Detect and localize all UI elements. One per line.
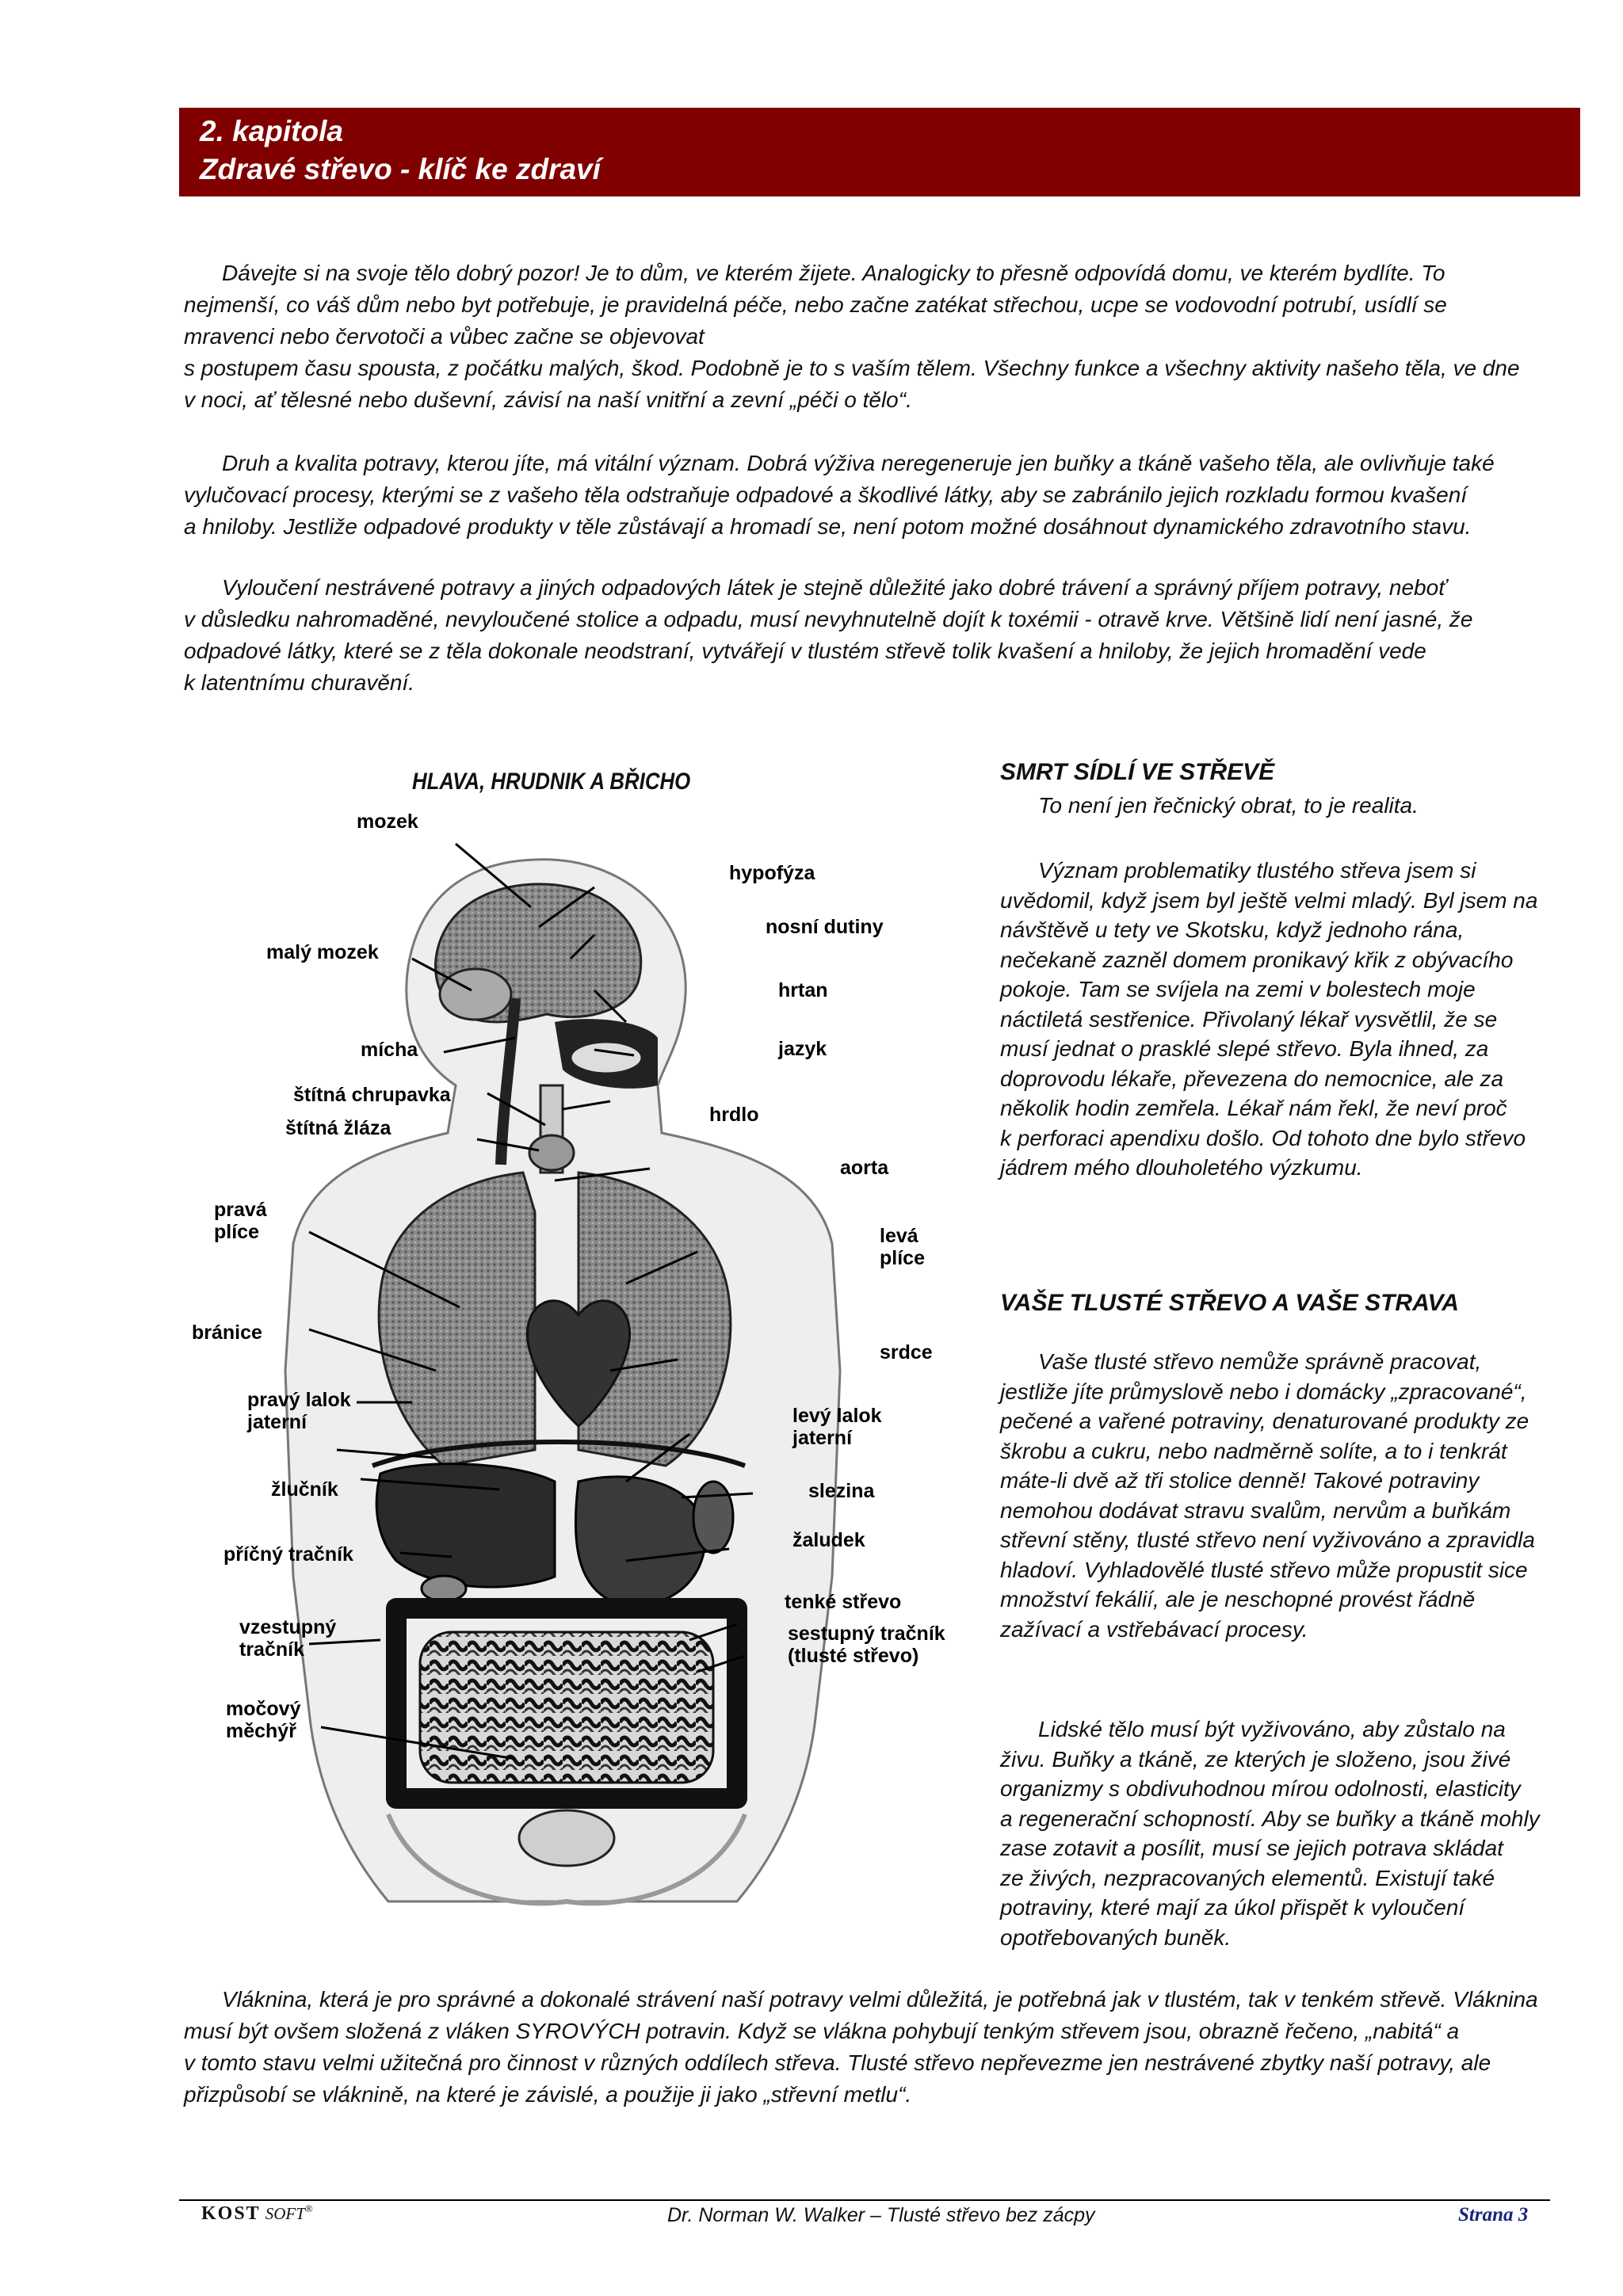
label-mozek: mozek <box>357 810 418 833</box>
footer-divider <box>179 2199 1550 2201</box>
label-nosni-dutiny: nosní dutiny <box>766 916 884 938</box>
text-line: několik hodin zemřela. Lékař nám řekl, že neví proč <box>1000 1096 1507 1120</box>
figure-title: HLAVA, HRUDNIK A BŘICHO <box>412 769 691 795</box>
label-hrdlo: hrdlo <box>709 1104 759 1126</box>
text-line: Vaše tlusté střevo nemůže správně pracovat, <box>1038 1349 1482 1374</box>
logo-registered: ® <box>304 2203 313 2214</box>
text-line: Dávejte si na svoje tělo dobrý pozor! Je to dům, ve kterém žijete. Analogicky to přesně odpovídá domu, ve kterém bydlíte. To <box>222 261 1445 285</box>
intro-paragraph-3 <box>184 572 1563 699</box>
logo-sub: SOFT <box>265 2204 305 2223</box>
text-line: opotřebovaných buněk. <box>1000 1924 1232 1950</box>
thyroid <box>529 1135 574 1170</box>
text-line: hladoví. Vyhladovělé tlusté střevo může propustit sice <box>1000 1557 1528 1582</box>
story-paragraph <box>1000 856 1577 1183</box>
label-mocovy-mechyr: měchýř <box>226 1720 296 1742</box>
label-sestupny-tracnik: (tlusté střevo) <box>788 1645 919 1667</box>
text-line: návštěvě u tety ve Skotsku, když jednoho rána, <box>1000 917 1465 942</box>
text-line: Lidské tělo musí být vyživováno, aby zůstalo na <box>1038 1717 1506 1741</box>
label-prava-plice: plíce <box>214 1221 259 1243</box>
label-levy-lalok: levý lalok <box>792 1405 882 1427</box>
label-slezina: slezina <box>808 1480 875 1502</box>
label-mocovy-mechyr: močový <box>226 1698 301 1720</box>
text-line: vylučovací procesy, kterými se z vašeho těla odstraňuje odpadové a škodlivé látky, aby se zabránilo jejich rozkladu formou kvašení <box>184 482 1468 507</box>
label-sestupny-tracnik: sestupný tračník <box>788 1623 945 1645</box>
label-stitna-zlaza: štítná žláza <box>285 1117 391 1139</box>
label-maly-mozek: malý mozek <box>266 941 379 963</box>
text-line: množství fekálií, ale je neschopné provést řádně <box>1000 1587 1476 1611</box>
text-line: zažívací a vstřebávací procesy. <box>1000 1616 1308 1642</box>
text-line: pokoje. Tam se svíjela na zemi v bolestech moje <box>1000 977 1476 1001</box>
text-line: organizmy s obdivuhodnou mírou odolnosti, elasticity <box>1000 1776 1521 1801</box>
text-line: přizpůsobí se vláknině, na které je závislé, a použije ji jako „střevní metlu“. <box>184 2082 912 2107</box>
label-hrtan: hrtan <box>778 979 828 1001</box>
label-branice: bránice <box>192 1322 262 1344</box>
text-line: odpadové látky, které se z těla dokonale neodstraní, vytvářejí v tlustém střevě tolik kvašení a hniloby, že jejich hromadění vede <box>184 639 1426 663</box>
label-zlucnik: žlučník <box>271 1478 338 1501</box>
text-line: To není jen řečnický obrat, to je realita. <box>1038 793 1419 818</box>
label-aorta: aorta <box>840 1157 889 1179</box>
publisher-logo <box>201 2203 313 2225</box>
text-line: k latentnímu churavění. <box>184 670 415 695</box>
page-number: Strana 3 <box>1458 2204 1529 2225</box>
section-heading: VAŠE TLUSTÉ STŘEVO A VAŠE STRAVA <box>1000 1290 1459 1316</box>
text-line: k perforaci apendixu došlo. Od tohoto dne bylo střevo <box>1000 1125 1526 1150</box>
label-pricny-tracnik: příčný tračník <box>223 1543 353 1566</box>
text-line: Vyloučení nestrávené potravy a jiných odpadových látek je stejně důležité jako dobré trávení a správný příjem potravy, neboť <box>222 575 1447 600</box>
text-line: mravenci nebo červotoči a vůbec začne se objevovat <box>184 324 705 349</box>
cerebellum <box>440 969 511 1020</box>
text-line: nečekaně zazněl domem pronikavý křik z obývacího <box>1000 947 1514 972</box>
text-line: musí být ovšem složená z vláken SYROVÝCH potravin. Když se vlákna pohybují tenkým střevem jsou, obrazně řečeno, „nabitá“ a <box>184 2019 1460 2043</box>
text-line: střevní stěny, tlusté střevo není vyživováno a zpravidla <box>1000 1527 1535 1552</box>
section-heading: SMRT SÍDLÍ VE STŘEVĚ <box>1000 759 1275 785</box>
label-prava-plice: pravá <box>214 1199 267 1221</box>
stomach <box>575 1477 705 1605</box>
text-line: Význam problematiky tlustého střeva jsem si <box>1038 858 1476 883</box>
label-tenke-strevo: tenké střevo <box>785 1591 902 1613</box>
text-line: ze živých, nezpracovaných elementů. Existují také <box>1000 1865 1495 1890</box>
text-line: doprovodu lékaře, převezena do nemocnice, ale za <box>1000 1066 1504 1091</box>
label-vzestupny-tracnik: tračník <box>239 1638 304 1661</box>
bladder <box>519 1810 614 1866</box>
label-zaludek: žaludek <box>792 1529 865 1551</box>
chapter-number: 2. kapitola <box>200 115 343 147</box>
chapter-banner <box>179 108 1580 196</box>
text-line: a regenerační schopností. Aby se buňky a tkáně mohly <box>1000 1806 1540 1831</box>
text-line: uvědomil, když jsem byl ještě velmi mladý. Byl jsem na <box>1000 887 1538 913</box>
label-vzestupny-tracnik: vzestupný <box>239 1616 337 1638</box>
text-line: v tomto stavu velmi užitečná pro činnost v různých oddílech střeva. Tlusté střevo nepřevezme jen nestrávené zbytky naší potravy, ale <box>184 2050 1491 2075</box>
spleen <box>693 1482 733 1553</box>
section-lead <box>1038 791 1615 821</box>
text-line: musí jednat o prasklé slepé střevo. Byla ihned, za <box>1000 1036 1489 1061</box>
logo-main: KOST <box>201 2203 261 2224</box>
tongue <box>571 1042 642 1074</box>
label-leva-plice: plíce <box>880 1247 925 1269</box>
text-line: pečené a vařené potraviny, denaturované produkty ze <box>1000 1409 1529 1433</box>
nutrition-paragraph <box>1000 1714 1577 1952</box>
text-line: jestliže jíte průmyslově nebo i domácky „zpracované“, <box>1000 1379 1527 1404</box>
chapter-title: Zdravé střevo - klíč ke zdraví <box>200 153 601 185</box>
text-line: živu. Buňky a tkáně, ze kterých je složeno, jsou živé <box>1000 1746 1511 1772</box>
diet-paragraph <box>1000 1347 1577 1644</box>
intro-paragraph-2 <box>184 448 1563 543</box>
anatomy-illustration <box>182 800 975 1957</box>
text-line: škrobu a cukru, nebo nadměrně solíte, a to i tenkrát <box>1000 1438 1507 1463</box>
label-hypofyza: hypofýza <box>729 862 815 884</box>
text-line: náctiletá sestřenice. Přivolaný lékař vysvětlil, že se <box>1000 1006 1498 1032</box>
label-pravy-lalok: jaterní <box>247 1411 307 1433</box>
text-line: nemohou dodávat stravu svalům, nervům a buňkám <box>1000 1497 1511 1523</box>
label-srdce: srdce <box>880 1341 933 1363</box>
label-pravy-lalok: pravý lalok <box>247 1389 351 1411</box>
text-line: jádrem mého dlouholetého výzkumu. <box>1000 1155 1363 1180</box>
label-jazyk: jazyk <box>778 1038 827 1060</box>
text-line: v noci, ať tělesné nebo duševní, závisí na naší vnitřní a zevní „péči o tělo“. <box>184 387 912 412</box>
small-intestine <box>420 1632 713 1783</box>
label-leva-plice: levá <box>880 1225 918 1247</box>
text-line: máte-li dvě až tři stolice denně! Takové potraviny <box>1000 1468 1480 1493</box>
label-stitna-chrupavka: štítná chrupavka <box>293 1084 451 1106</box>
text-line: Druh a kvalita potravy, kterou jíte, má vitální význam. Dobrá výživa neregeneruje jen buňky a tkáně vašeho těla, ale ovlivňuje také <box>222 451 1495 475</box>
label-micha: mícha <box>361 1039 418 1061</box>
text-line: v důsledku nahromaděné, nevyloučené stolice a odpadu, musí nevyhnutelně dojít k toxémii - otravě krve. Většině lidí není jasné, že <box>184 607 1473 631</box>
text-line: nejmenší, co váš dům nebo byt potřebuje, je pravidelná péče, nebo začne zatékat střechou, ucpe se vodovodní potrubí, usídlí se <box>184 292 1447 317</box>
intro-paragraph-1 <box>184 257 1563 416</box>
text-line: a hniloby. Jestliže odpadové produkty v těle zůstávají a hromadí se, není potom možné dosáhnout dynamického zdravotního stavu. <box>184 514 1472 539</box>
text-line: potraviny, které mají za úkol přispět k vyloučení <box>1000 1895 1465 1920</box>
label-levy-lalok: jaterní <box>792 1427 853 1449</box>
text-line: Vláknina, která je pro správné a dokonalé strávení naší potravy velmi důležitá, je potřebná jak v tlustém, tak v tenkém střevě. Vláknina <box>222 1987 1538 2012</box>
text-line: s postupem času spousta, z počátku malých, škod. Podobně je to s vaším tělem. Všechny funkce a všechny aktivity našeho těla, ve dne <box>184 356 1520 380</box>
text-line: zase zotavit a posílit, musí se jejich potrava skládat <box>1000 1836 1503 1860</box>
footer-book-title: Dr. Norman W. Walker – Tlusté střevo bez zácpy <box>667 2204 1095 2226</box>
gallbladder <box>422 1576 466 1601</box>
closing-paragraph <box>184 1984 1563 2111</box>
